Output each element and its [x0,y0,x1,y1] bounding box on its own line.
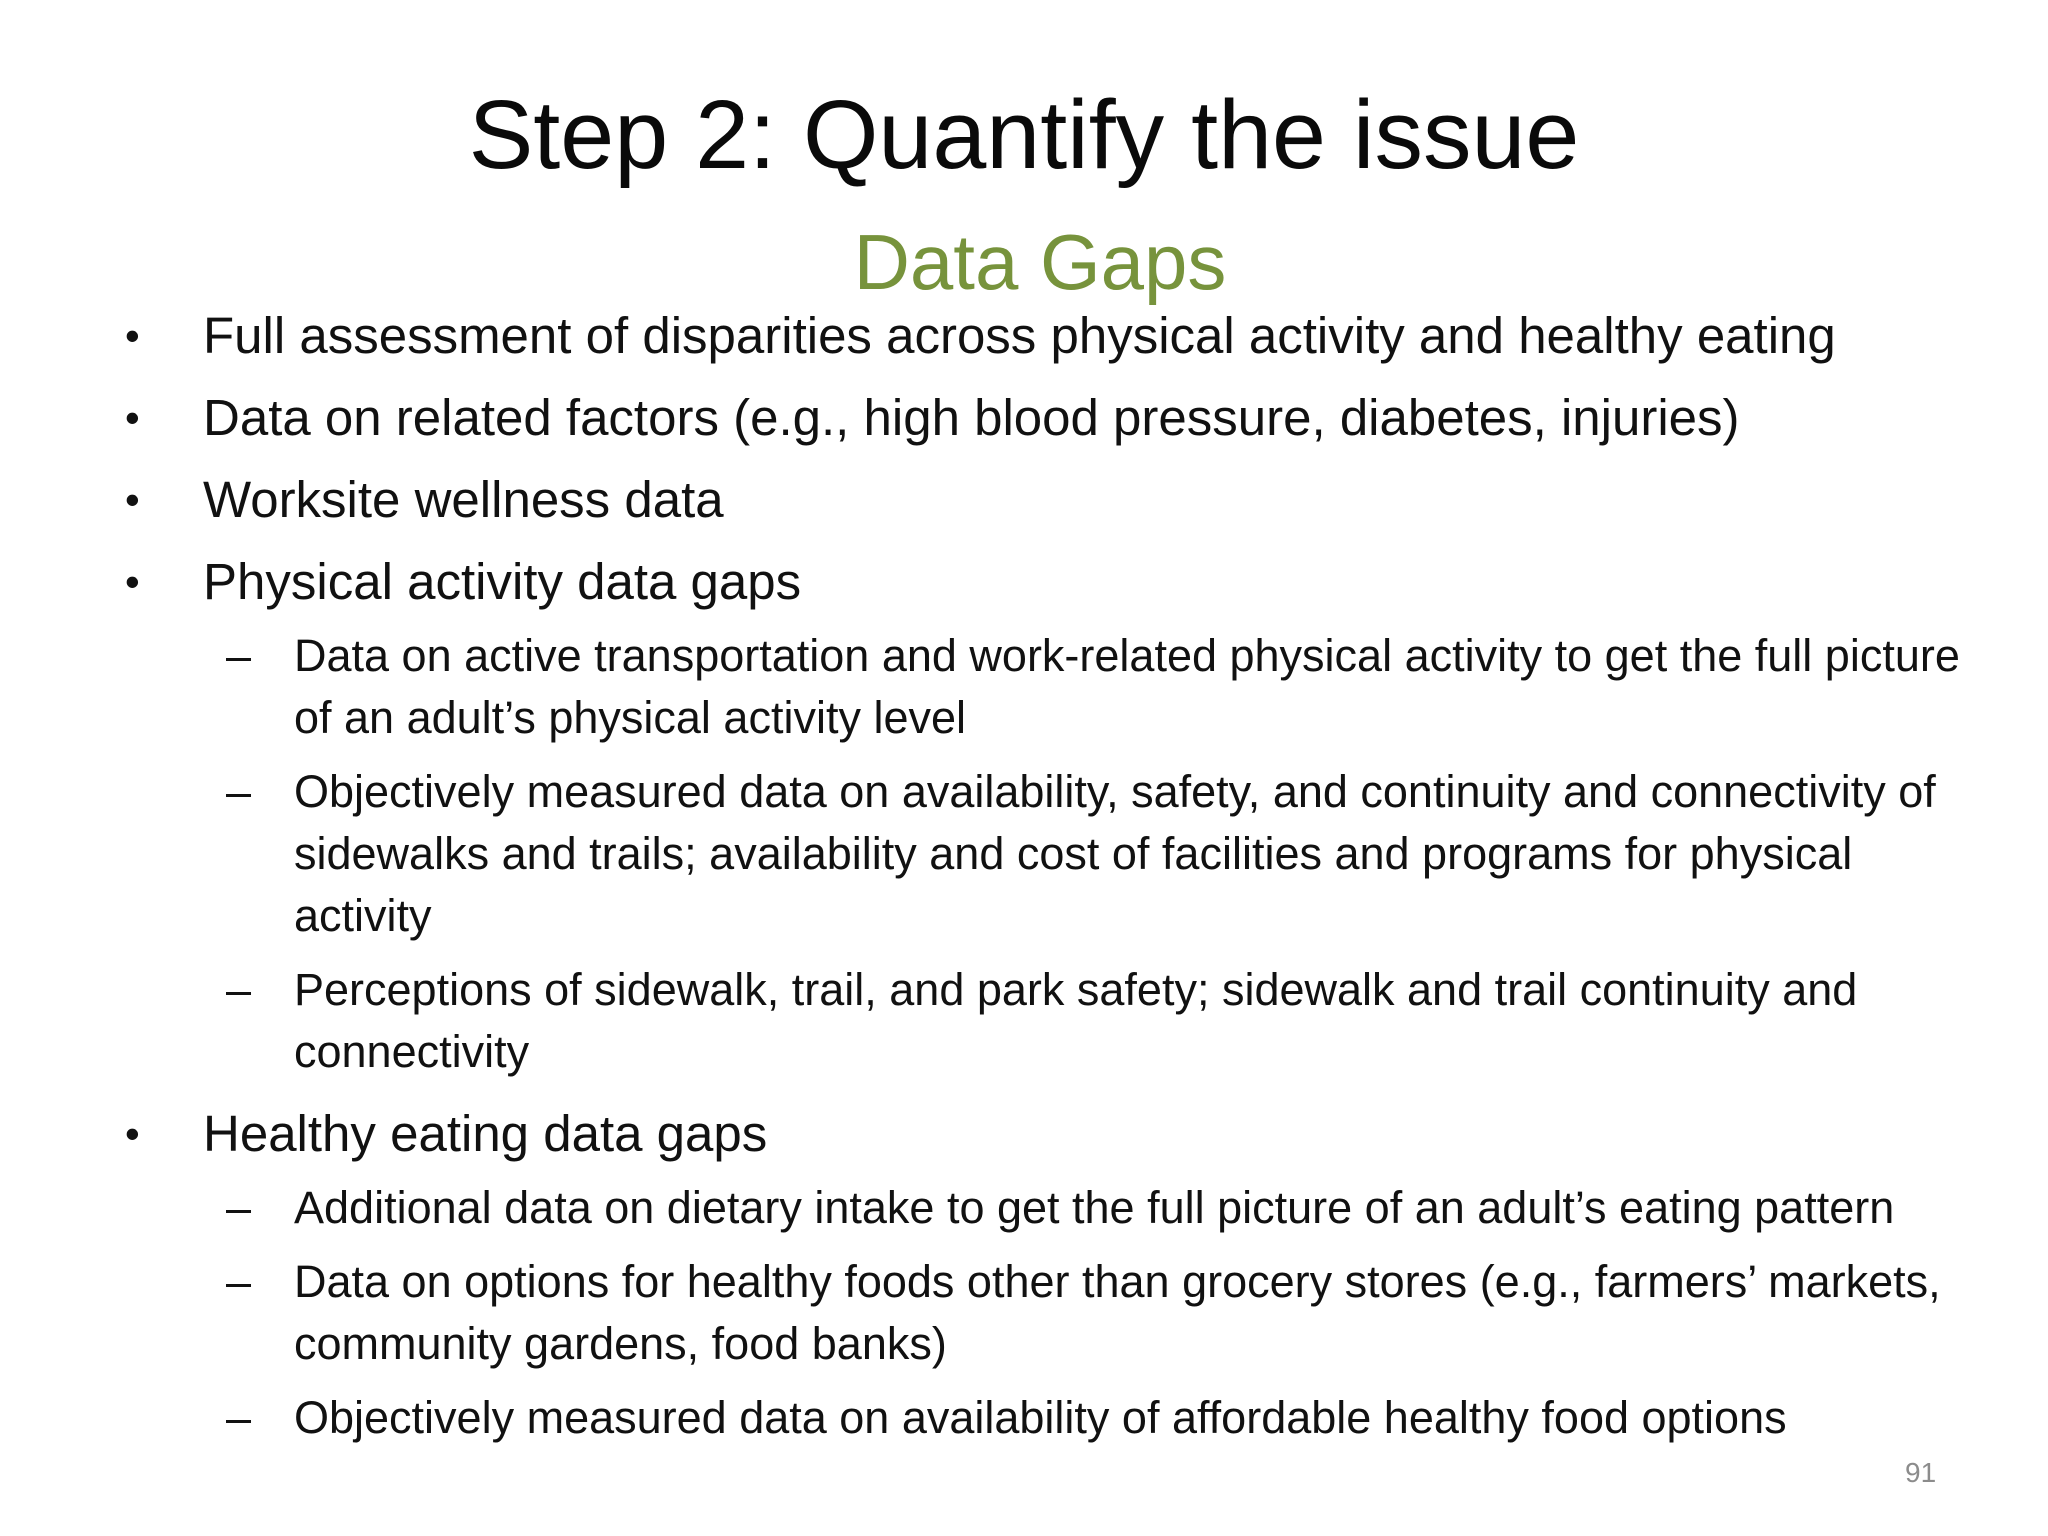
sub-bullet-item [0,625,2048,749]
dash-icon: – [226,766,252,817]
dash-icon: – [226,1256,252,1307]
sub-bullet-text: Additional data on dietary intake to get the full picture of an adult’s eating pattern [294,1182,1895,1233]
dash-icon: – [226,1392,252,1443]
bullet-list [0,305,2048,1449]
page-number: 91 [1905,1457,1937,1488]
sub-bullet-text: Objectively measured data on availability of affordable healthy food options [294,1392,1787,1443]
bullet-icon: • [125,476,140,523]
dash-icon: – [226,964,252,1015]
bullet-text: Worksite wellness data [203,471,724,528]
bullet-text: Healthy eating data gaps [203,1105,768,1162]
bullet-item [0,551,2048,613]
bullet-icon: • [125,558,140,605]
sub-bullet-text: Data on active transportation and work-related physical activity to get the full picture of an adult’s physical activity level [294,630,1960,743]
bullet-text: Full assessment of disparities across physical activity and healthy eating [203,307,1836,364]
sub-bullet-item [0,1177,2048,1239]
bullet-item [0,469,2048,531]
bullet-icon: • [125,1110,140,1157]
sub-bullet-item [0,1387,2048,1449]
sub-bullet-text: Objectively measured data on availability, safety, and continuity and connectivity of sidewalks and trails; availability and cost of facilities and programs for physical activity [294,766,1936,941]
bullet-item [0,387,2048,449]
slide-subtitle: Data Gaps [853,218,1227,306]
slide-title: Step 2: Quantify the issue [468,80,1580,189]
sub-bullet-item [0,761,2048,947]
sub-bullet-item [0,1251,2048,1375]
bullet-item [0,305,2048,367]
sub-bullet-text: Perceptions of sidewalk, trail, and park safety; sidewalk and trail continuity and connectivity [294,964,1858,1077]
bullet-item [0,1103,2048,1165]
sub-bullet-text: Data on options for healthy foods other than grocery stores (e.g., farmers’ markets, community gardens, food banks) [294,1256,1941,1369]
bullet-text: Physical activity data gaps [203,553,802,610]
dash-icon: – [226,1182,252,1233]
dash-icon: – [226,630,252,681]
bullet-text: Data on related factors (e.g., high blood pressure, diabetes, injuries) [203,389,1740,446]
bullet-icon: • [125,312,140,359]
sub-bullet-item [0,959,2048,1083]
bullet-icon: • [125,394,140,441]
